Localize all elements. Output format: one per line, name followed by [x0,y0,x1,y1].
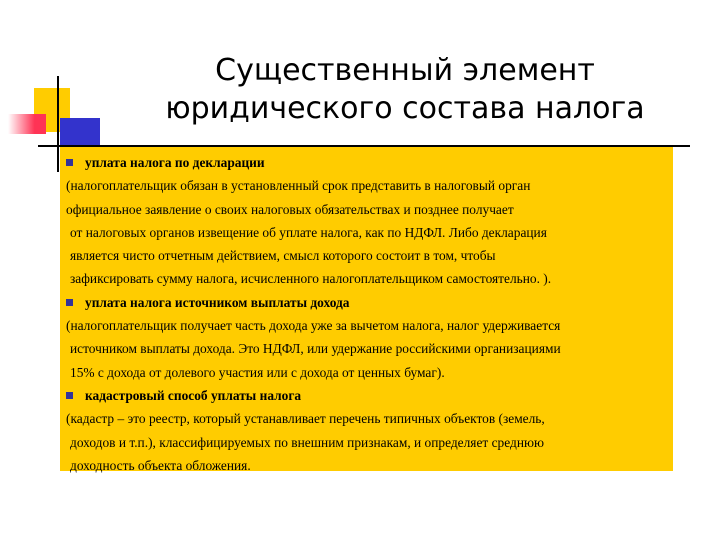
title-line-2: юридического состава налога [165,91,645,126]
item-text-line: (налогоплательщик обязан в установленный срок представить в налоговый орган [66,178,531,194]
item-text-line: от налоговых органов извещение об уплате налога, как по НДФЛ. Либо декларация [70,224,547,240]
item-text-line: официальное заявление о своих налоговых обязательствах и позднее получает [66,201,514,217]
item-text-line: доходов и т.п.), классифицируемых по внешним признакам, и определяет среднюю [70,434,544,450]
square-bullet-icon [66,392,73,399]
square-bullet-icon [66,159,73,166]
item-heading-text: кадастровый способ уплаты налога [85,387,302,403]
decorative-vertical-line [57,76,59,172]
content-box [60,145,673,471]
slide-title [110,52,700,128]
list-item-heading [66,384,667,407]
square-bullet-icon [66,299,73,306]
list-item-heading [66,291,667,314]
decorative-blue-square [60,118,100,148]
item-text-line: (налогоплательщик получает часть дохода уже за вычетом налога, налог удерживается [66,318,561,334]
list-item-heading [66,151,667,174]
item-text-line: является чисто отчетным действием, смысл которого состоит в том, чтобы [70,248,496,264]
title-line-1: Существенный элемент [215,53,595,88]
item-text-line: (кадастр – это реестр, который устанавливает перечень типичных объектов (земель, [66,411,545,427]
item-heading-text: уплата налога по декларации [85,155,265,170]
item-text-line: источником выплаты дохода. Это НДФЛ, или удержание российскими организациями [70,341,561,357]
decorative-horizontal-line [38,145,690,147]
decorative-red-bar [8,114,46,134]
item-text-line: 15% с дохода от долевого участия или с дохода от ценных бумаг). [70,364,445,380]
item-text-line: доходность объекта обложения. [70,457,251,473]
item-heading-text: уплата налога источником выплаты дохода [85,294,350,310]
item-text-line: зафиксировать сумму налога, исчисленного налогоплательщиком самостоятельно. ). [70,271,552,287]
